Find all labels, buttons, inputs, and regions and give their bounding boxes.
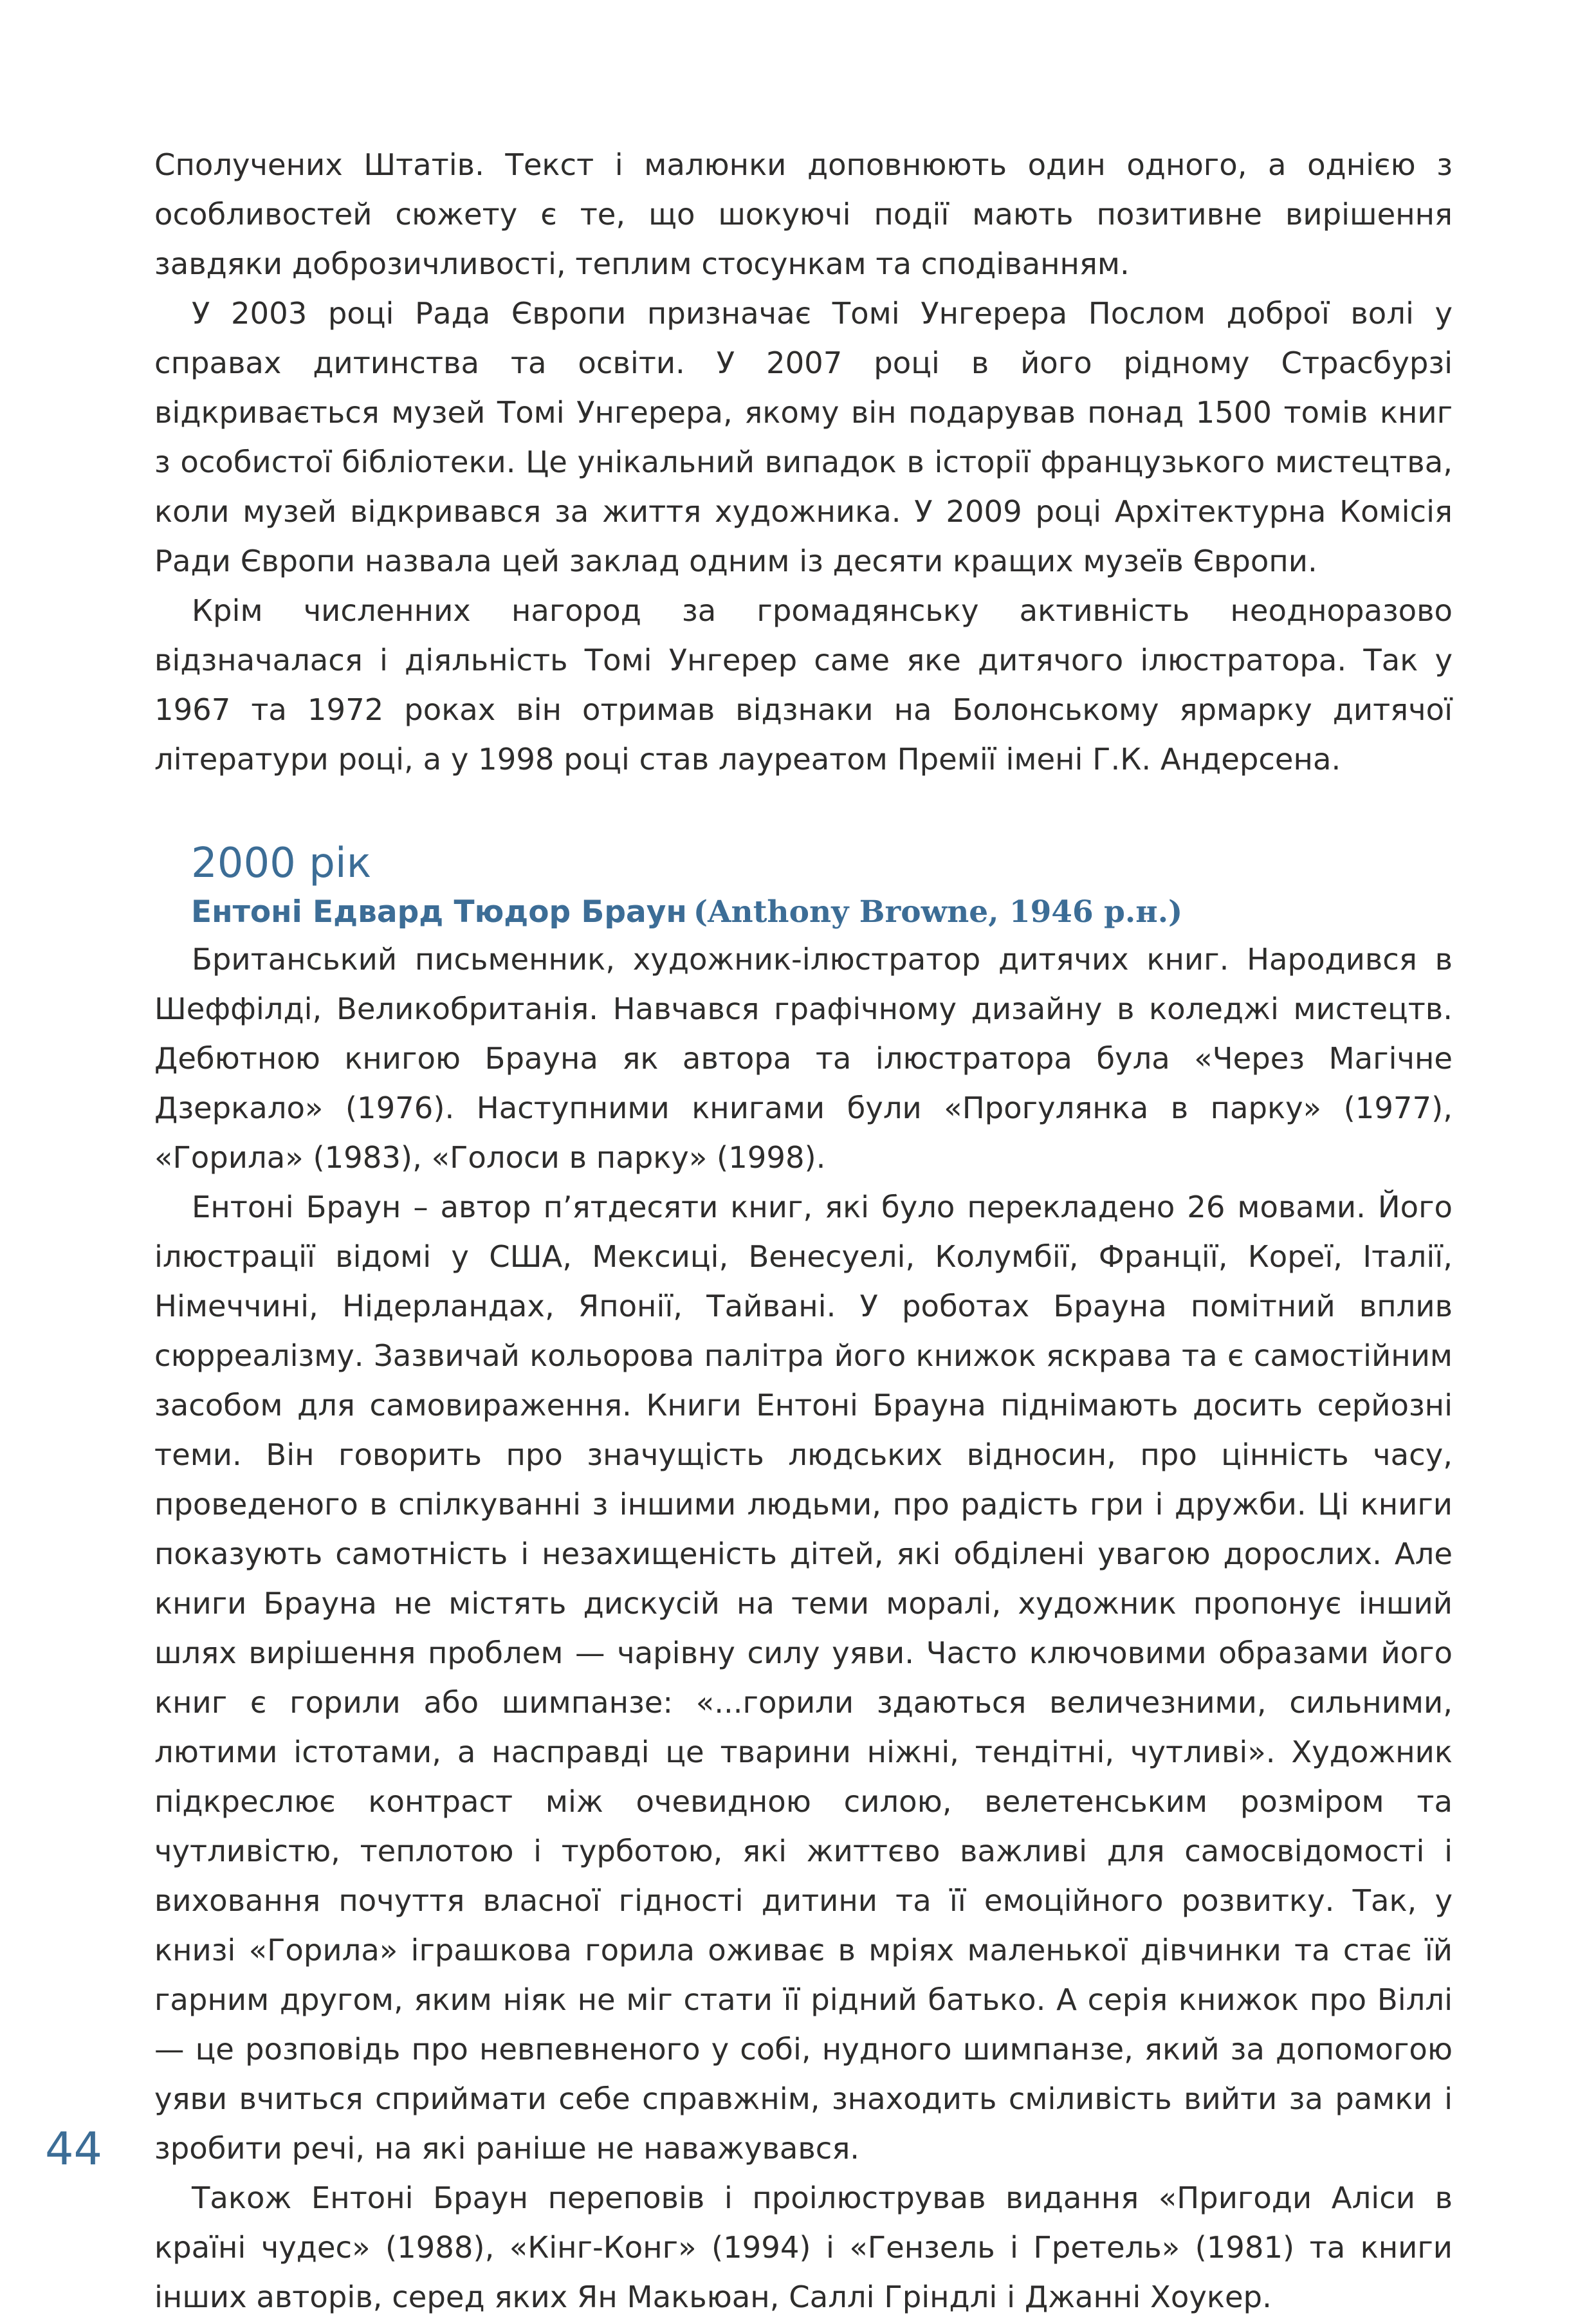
paragraph-browne-work: Ентоні Браун – автор п’ятдесяти книг, які було перекладено 26 мовами. Його ілюстрації відомі у США, Мексиці, Венесуелі, Колумбії, Франції, Кореї, Італії, Німеччині, Нідерландах, Японії, Тайвані. У роботах Брауна помітний вплив сюрреалізму. Зазвичай кольорова палітра його книжок яскрава та є самостійним засобом для самовираження. Книги Ентоні Брауна піднімають досить серйозні теми. Він говорить про значущість людських відносин, про цінність часу, проведеного в спілкуванні з іншими людьми, про радість гри і дружби. Ці книги показують самотність і незахищеність дітей, які обділені увагою дорослих. Але книги Брауна не містять дискусій на теми моралі, художник пропонує інший шлях вирішення проблем — чарівну силу уяви. Часто ключовими образами його книг є горили або шимпанзе: «...горили здаються величезними, сильними, лютими істотами, а насправді це тварини ніжні, тендітні, чутливі». Художник підкреслює контраст між очевидною силою, велетенським розміром та чутливістю, теплотою і турботою, які життєво важливі для самосвідомості і виховання почуття власної гідності дитини та її емоційного розвитку. Так, у книзі «Горила» іграшкова горила оживає в мріях маленької дівчинки та стає їй гарним другом, яким ніяк не міг стати її рідний батько. А серія книжок про Віллі — це розповідь про невпевненого у собі, нудного шимпанзе, який за допомогою уяви вчиться сприймати себе справжнім, знаходить сміливість вийти за рамки і зробити речі, на які раніше не наважувався. [154, 1190, 1453, 2166]
section-year-heading: 2000 рік [191, 840, 372, 887]
author-latin-name: (Anthony Browne, 1946 р.н.) [693, 894, 1183, 930]
paragraph-ungerer-awards: Крім численних нагород за громадянську активність неодноразово відзначалася і діяльність Томі Унгерер саме яке дитячого ілюстратора. Так у 1967 та 1972 роках він отримав відзнаки на Болонському ярмарку дитячої літератури році, а у 1998 році став лауреатом Премії імені Г.К. Андерсена. [154, 593, 1453, 777]
author-heading [191, 890, 1453, 935]
paragraph-ungerer-ambassador: У 2003 році Рада Європи призначає Томі Унгерера Послом доброї волі у справах дитинства та освіти. У 2007 році в його рідному Страсбурзі відкривається музей Томі Унгерера, якому він подарував понад 1500 томів книг з особистої бібліотеки. Це унікальний випадок в історії французького мистецтва, коли музей відкривався за життя художника. У 2009 році Архітектурна Комісія Ради Європи назвала цей заклад одним із десяти кращих музеїв Європи. [154, 296, 1453, 578]
author-name: Ентоні Едвард Тюдор Браун [191, 894, 687, 930]
page-body [154, 140, 1453, 2322]
paragraph-continuation: Сполучених Штатів. Текст і малюнки доповнюють один одного, а однією з особливостей сюжету є те, що шокуючі події мають позитивне вирішення завдяки доброзичливості, теплим стосункам та сподіванням. [154, 147, 1453, 281]
paragraph-browne-retellings: Також Ентоні Браун переповів і проілюстрував видання «Пригоди Аліси в країні чудес» (1988), «Кінг-Конг» (1994) і «Гензель і Гретель» (1981) та книги інших авторів, серед яких Ян Макьюан, Саллі Гріндлі і Джанні Хоукер. [154, 2180, 1453, 2314]
paragraph-browne-bio: Британський письменник, художник-ілюстратор дитячих книг. Народився в Шеффілді, Великобританія. Навчався графічному дизайну в коледжі мистецтв. Дебютною книгою Брауна як автора та ілюстратора була «Через Магічне Дзеркало» (1976). Наступними книгами були «Прогулянка в парку» (1977), «Горила» (1983), «Голоси в парку» (1998). [154, 942, 1453, 1175]
page-number: 44 [45, 2123, 103, 2175]
